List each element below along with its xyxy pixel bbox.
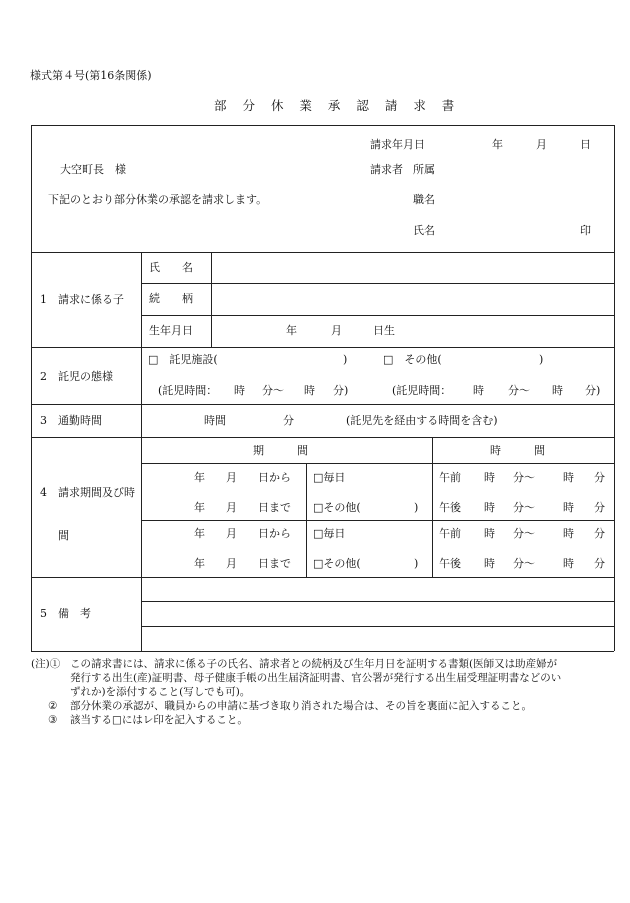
page-title: 部 分 休 業 承 認 請 求 書 (214, 98, 461, 113)
addressee: 大空町長 様 (60, 163, 126, 176)
note2-text: 部分休業の承認が、職員からの申請に基づき取り消された場合は、その旨を裏面に記入すること。 (70, 700, 532, 712)
row-year: 年 (194, 471, 205, 484)
row-ampm: 午後 (439, 557, 461, 570)
row-option-close: ) (414, 557, 419, 570)
table-top-border (31, 125, 614, 126)
note2-number: ② (48, 700, 58, 712)
section4-label-line1: 4 請求期間及び時 (40, 486, 135, 499)
row-month: 月 (226, 527, 237, 540)
row-day: 日まで (258, 557, 291, 570)
divider (141, 463, 614, 464)
note3-number: ③ (48, 714, 58, 726)
divider (141, 626, 614, 627)
row-day: 日から (258, 471, 291, 484)
care-time-min1: 分～ (262, 384, 284, 397)
divider (306, 463, 307, 577)
divider (31, 252, 614, 253)
row-hour1: 時 (484, 557, 495, 570)
row-option-close: ) (414, 501, 419, 514)
note3-text: 該当する□にはレ印を記入すること。 (70, 714, 248, 726)
row-option-checkbox[interactable]: □毎日 (313, 527, 346, 540)
section3-label: 3 通勤時間 (40, 414, 102, 427)
table-right-border (614, 125, 615, 651)
note1-line2: 発行する出生(産)証明書、母子健康手帳の出生届済証明書、官公署が発行する出生届受理証明書などのい (70, 672, 562, 684)
divider (141, 601, 614, 602)
position-label: 職名 (413, 193, 435, 206)
divider (432, 437, 433, 577)
section2-label: 2 託児の態様 (40, 370, 113, 383)
divider (31, 577, 614, 578)
divider (31, 404, 614, 405)
row-hour1: 時 (484, 527, 495, 540)
row-hour1: 時 (484, 501, 495, 514)
row-min2: 分 (594, 527, 605, 540)
row-hour2: 時 (563, 501, 574, 514)
request-date-label: 請求年月日 (370, 138, 425, 151)
period-header: 期 間 (253, 444, 308, 457)
row-day: 日から (258, 527, 291, 540)
birth-date-label: 生年月日 (149, 324, 193, 337)
divider (31, 347, 614, 348)
divider (141, 252, 142, 651)
date-day: 日 (580, 138, 591, 151)
row-month: 月 (226, 471, 237, 484)
date-month: 月 (536, 138, 547, 151)
time-header: 時 間 (490, 444, 545, 457)
other-close: ) (539, 353, 544, 366)
care-time2-hour2: 時 (552, 384, 563, 397)
row-min1: 分～ (513, 527, 535, 540)
commute-hours: 時間 (204, 414, 226, 427)
row-min2: 分 (594, 557, 605, 570)
row-month: 月 (226, 501, 237, 514)
care-time-hour2: 時 (304, 384, 315, 397)
care-time2-min2: 分) (585, 384, 601, 397)
birth-month: 月 (331, 324, 342, 337)
row-ampm: 午前 (439, 527, 461, 540)
birth-year: 年 (286, 324, 297, 337)
facility-checkbox[interactable]: □ 託児施設( (148, 353, 218, 366)
commute-minutes: 分 (283, 414, 294, 427)
row-ampm: 午前 (439, 471, 461, 484)
row-day: 日まで (258, 501, 291, 514)
row-hour2: 時 (563, 527, 574, 540)
row-option-checkbox[interactable]: □毎日 (313, 471, 346, 484)
care-time-hour1: 時 (234, 384, 245, 397)
form-number: 様式第４号(第16条関係) (30, 69, 152, 82)
date-year: 年 (492, 138, 503, 151)
divider (141, 520, 614, 521)
table-bottom-border (31, 651, 614, 652)
note-prefix: (注)① (31, 658, 61, 670)
section4-label-line2: 間 (58, 529, 69, 542)
care-time-label-2: (託児時間： (392, 384, 452, 397)
birth-day: 日生 (373, 324, 395, 337)
row-month: 月 (226, 557, 237, 570)
name-label: 氏名 (413, 224, 435, 237)
row-min2: 分 (594, 501, 605, 514)
child-name-label: 氏 名 (149, 261, 193, 274)
care-time-min2: 分) (333, 384, 349, 397)
care-time-label: (託児時間： (158, 384, 218, 397)
row-min2: 分 (594, 471, 605, 484)
row-year: 年 (194, 501, 205, 514)
divider (211, 252, 212, 347)
row-option-checkbox[interactable]: □その他( (313, 557, 361, 570)
row-option-checkbox[interactable]: □その他( (313, 501, 361, 514)
row-min1: 分～ (513, 501, 535, 514)
care-time2-min1: 分～ (508, 384, 530, 397)
other-checkbox[interactable]: □ その他( (383, 353, 442, 366)
row-hour1: 時 (484, 471, 495, 484)
seal-mark: 印 (580, 224, 591, 237)
section5-label: 5 備 考 (40, 607, 91, 620)
requester-label: 請求者 (370, 163, 403, 176)
row-min1: 分～ (513, 471, 535, 484)
section1-label: 1 請求に係る子 (40, 293, 124, 306)
row-year: 年 (194, 557, 205, 570)
relation-label: 続 柄 (149, 292, 193, 305)
affiliation-label: 所属 (413, 163, 435, 176)
row-ampm: 午後 (439, 501, 461, 514)
row-hour2: 時 (563, 471, 574, 484)
commute-note: (託児先を経由する時間を含む) (346, 414, 498, 427)
care-time2-hour1: 時 (473, 384, 484, 397)
facility-close: ) (343, 353, 348, 366)
divider (31, 437, 614, 438)
request-statement: 下記のとおり部分休業の承認を請求します。 (48, 193, 268, 206)
table-left-border (31, 125, 32, 651)
row-min1: 分～ (513, 557, 535, 570)
note1-line1: この請求書には、請求に係る子の氏名、請求者との続柄及び生年月日を証明する書類(医師又は助産婦が (70, 658, 558, 670)
row-year: 年 (194, 527, 205, 540)
row-hour2: 時 (563, 557, 574, 570)
note1-line3: ずれか)を添付すること(写しでも可)。 (70, 686, 251, 698)
